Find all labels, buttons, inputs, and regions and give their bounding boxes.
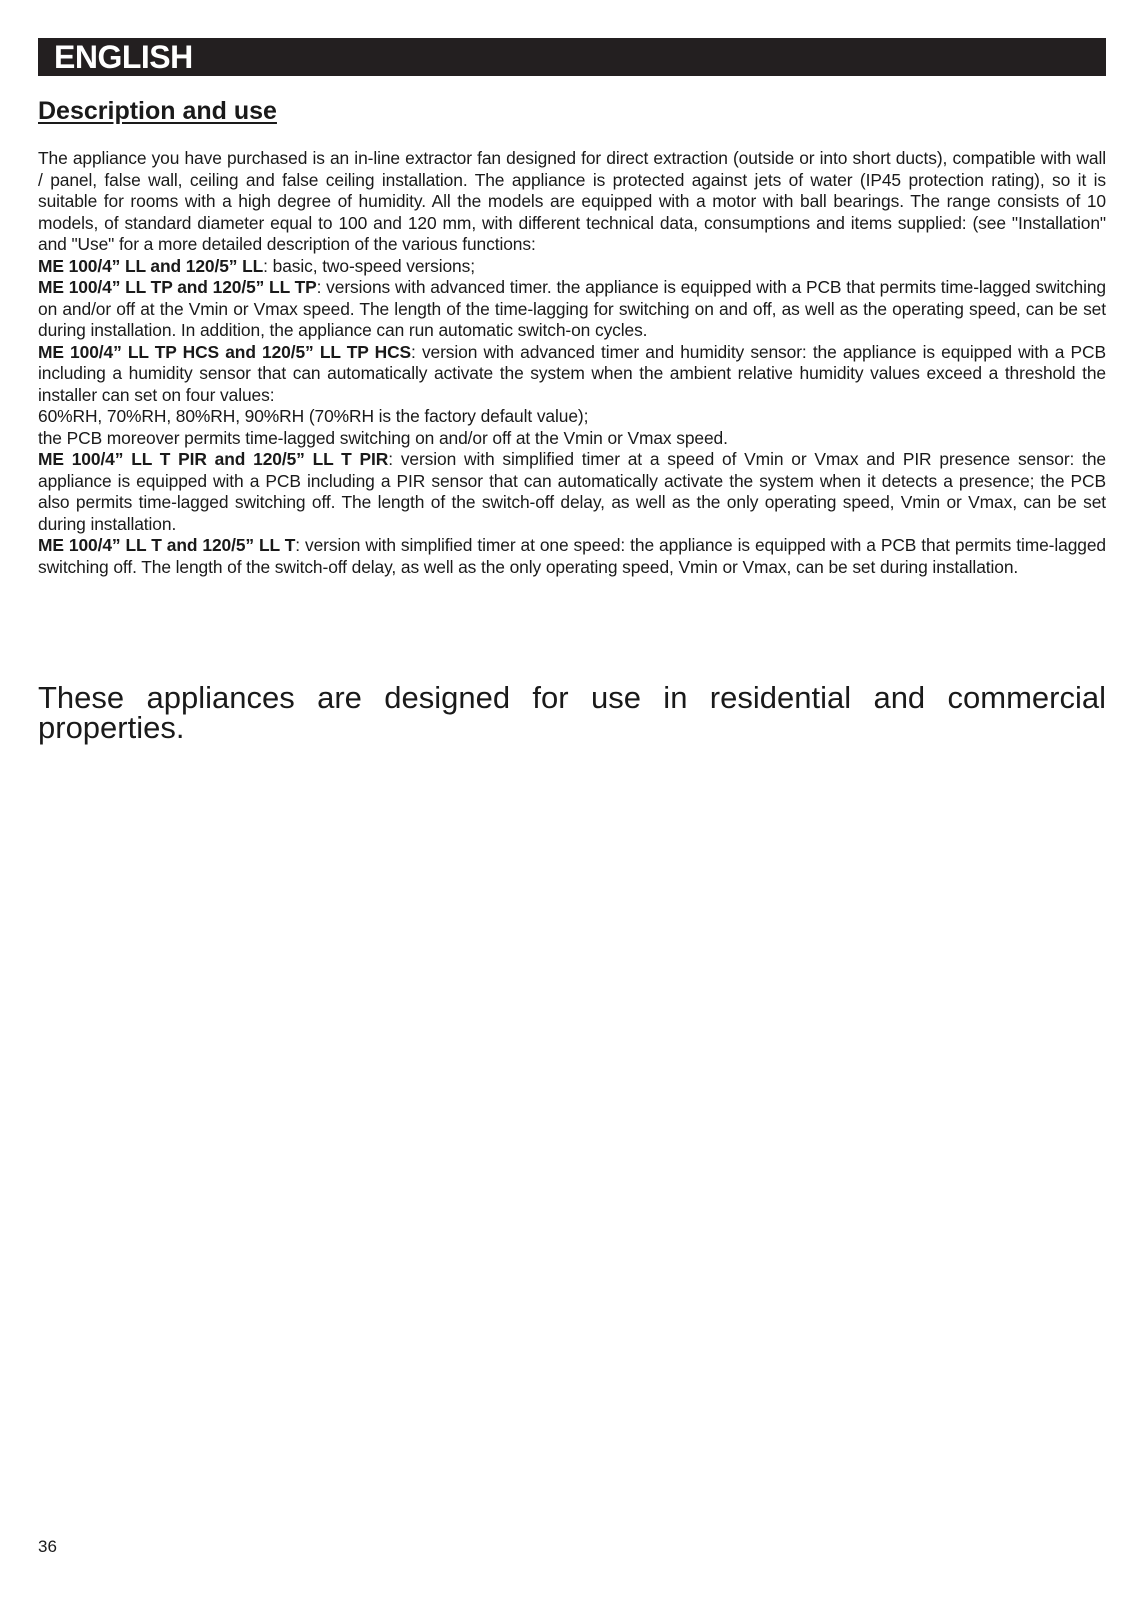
- model-entry-ll-tp: [38, 277, 1106, 342]
- model-description: : basic, two-speed versions;: [263, 255, 475, 276]
- model-description: : version with advanced timer and humidity sensor: the appliance is equipped with a PCB including a humidity sensor that can automatically activate the system when the ambient relative humidity values exceed a threshold the installer can set on four values:: [38, 341, 1106, 405]
- model-entry-ll-t: [38, 535, 1106, 578]
- model-description: : version with simplified timer at a speed of Vmin or Vmax and PIR presence sensor: the appliance is equipped with a PCB including a PIR sensor that can automatically activate the system when it detects a presence; the PCB also permits time-lagged switching off. The length of the switch-off delay, as well as the only operating speed, Vmin or Vmax, can be set during installation.: [38, 449, 1106, 534]
- intro-paragraph: The appliance you have purchased is an in-line extractor fan designed for direct extraction (outside or into short ducts), compatible with wall / panel, false wall, ceiling and false ceiling installation. The appliance is protected against jets of water (IP45 protection rating), so it is suitable for rooms with a high degree of humidity. All the models are equipped with a motor with ball bearings. The range consists of 10 models, of standard diameter equal to 100 and 120 mm, with different technical data, consumptions and items supplied: (see "Installation" and "Use" for a more detailed description of the various functions:: [38, 148, 1106, 254]
- model-description: : version with simplified timer at one speed: the appliance is equipped with a PCB that permits time-lagged switching off. The length of the switch-off delay, as well as the only operating speed, Vmin or Vmax, can be set during installation.: [38, 535, 1106, 577]
- model-entry-ll-tp-hcs: [38, 342, 1106, 407]
- language-banner: [38, 38, 1106, 76]
- model-name: ME 100/4” LL and 120/5” LL: [38, 255, 264, 276]
- page-number: 36: [38, 1537, 57, 1556]
- hcs-timer-line: the PCB moreover permits time-lagged switching on and/or off at the Vmin or Vmax speed.: [38, 427, 728, 448]
- model-name: ME 100/4” LL TP and 120/5” LL TP: [38, 277, 317, 297]
- model-name: ME 100/4” LL TP HCS and 120/5” LL TP HCS: [38, 341, 412, 362]
- model-entry-ll-t-pir: [38, 449, 1106, 535]
- model-name: ME 100/4” LL T and 120/5” LL T: [38, 535, 296, 555]
- model-entry-ll: [38, 256, 1106, 278]
- model-description: : versions with advanced timer. the appliance is equipped with a PCB that permits time-lagged switching on and/or off at the Vmin or Vmax speed. The length of the time-lagging for switching on and off, as well as the operating speed, can be set during installation. In addition, the appliance can run automatic switch-on cycles.: [38, 277, 1106, 340]
- section-heading: Description and use: [38, 97, 277, 125]
- language-title: ENGLISH: [54, 39, 193, 75]
- usage-statement: These appliances are designed for use in residential and commercial properties.: [38, 680, 1106, 745]
- description-body: [38, 148, 1106, 578]
- humidity-values-line: 60%RH, 70%RH, 80%RH, 90%RH (70%RH is the factory default value);: [38, 406, 589, 426]
- model-name: ME 100/4” LL T PIR and 120/5” LL T PIR: [38, 449, 389, 469]
